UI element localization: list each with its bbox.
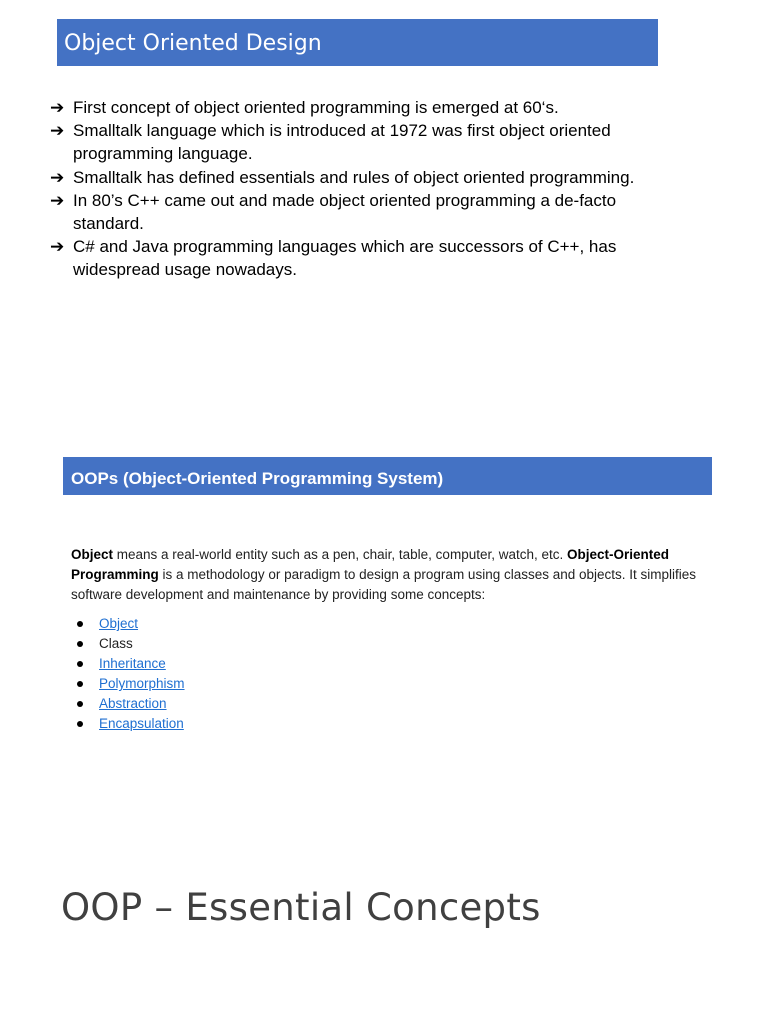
essential-concepts-heading: OOP – Essential Concepts [61,886,541,929]
concept-link-inheritance[interactable]: Inheritance [99,656,166,671]
arrow-icon: ➔ [50,167,65,187]
section-title: Object Oriented Design [64,31,322,56]
bullet-dot-icon [77,681,83,687]
arrow-icon: ➔ [50,98,65,117]
arrow-icon: ➔ [50,190,65,210]
concept-item-inheritance[interactable] [71,654,185,674]
concept-item-polymorphism[interactable] [71,674,185,694]
oops-description: Object means a real-world entity such as a pen, chair, table, computer, watch, etc. Object-Oriented Programming is a methodology or paradigm to design a program using classes and objects. It simplifies software development and maintenance by providing some concepts: [71,547,697,602]
bullet-dot-icon [77,621,83,627]
arrow-icon: ➔ [50,121,65,141]
concept-item-abstraction[interactable] [71,694,185,714]
concept-item-class [71,634,185,654]
history-bullet: ➔ In 80’s C++ came out and made object oriented programming a de-facto standard. [50,190,617,234]
oops-title-banner [63,457,712,495]
concept-label-class: Class [99,636,133,651]
history-bullet-list [50,96,670,282]
bullet-dot-icon [77,701,83,707]
concept-link-abstraction[interactable]: Abstraction [99,696,167,711]
bullet-dot-icon [77,661,83,667]
concept-item-encapsulation[interactable] [71,714,185,734]
concept-link-encapsulation[interactable]: Encapsulation [99,716,184,731]
bullet-dot-icon [77,721,83,727]
bullet-dot-icon [77,641,83,647]
concept-link-object[interactable]: Object [99,616,139,631]
arrow-icon: ➔ [50,237,65,257]
history-bullet: ➔ Smalltalk language which is introduced at 1972 was first object oriented programming language. [50,121,611,164]
oops-title: OOPs (Object-Oriented Programming System) [71,469,444,488]
section-title-banner [57,19,658,66]
concept-list [71,614,185,734]
history-bullet: ➔ C# and Java programming languages which are successors of C++, has widespread usage nowadays. [50,237,617,280]
concept-link-polymorphism[interactable]: Polymorphism [99,676,185,691]
concept-item-object[interactable] [71,614,185,634]
history-bullet: ➔ Smalltalk has defined essentials and rules of object oriented programming. [50,166,670,189]
history-bullet: ➔ First concept of object oriented programming is emerged at 60‘s. [50,96,670,119]
